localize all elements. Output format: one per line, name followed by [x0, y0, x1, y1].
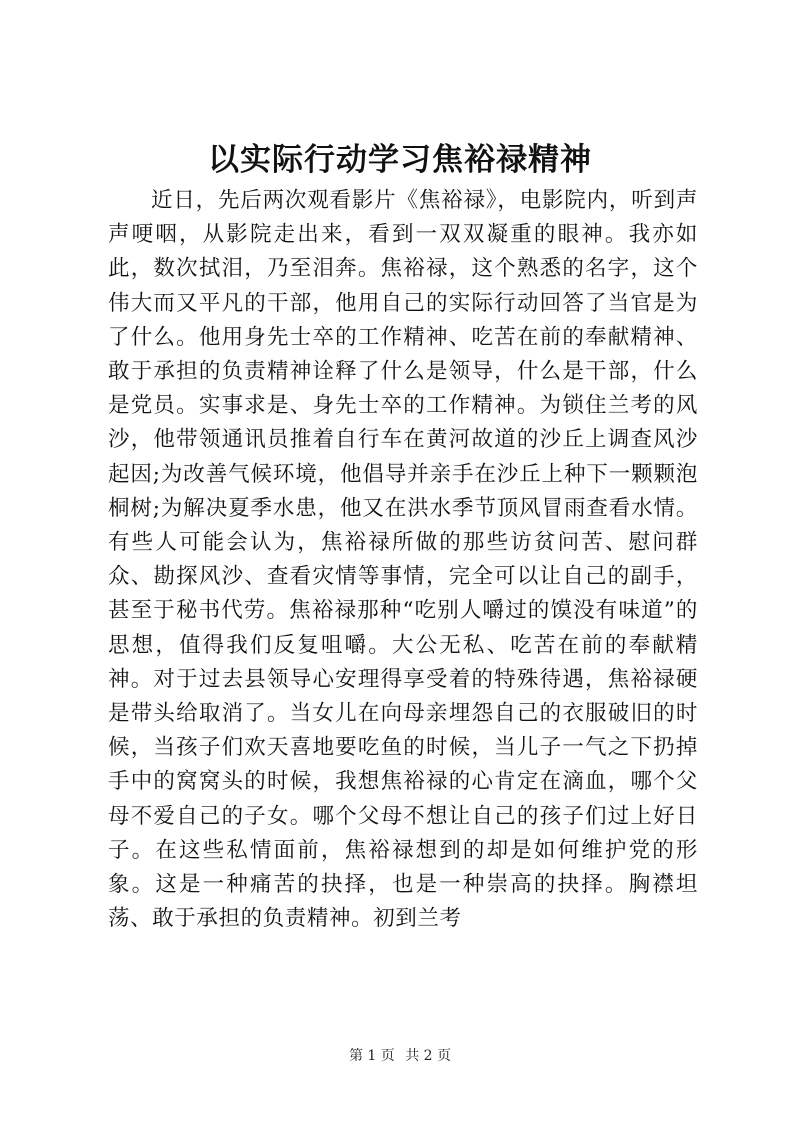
page-footer — [0, 1046, 800, 1066]
body-paragraph: 近日，先后两次观看影片《焦裕禄》，电影院内，听到声声哽咽，从影院走出来，看到一双双凝重的眼神。我亦如此，数次拭泪，乃至泪奔。焦裕禄，这个熟悉的名字，这个伟大而又平凡的干部，他用自己的实际行动回答了当官是为了什么。他用身先士卒的工作精神、吃苦在前的奉献精神、敢于承担的负责精神诠释了什么是领导，什么是干部，什么是党员。实事求是、身先士卒的工作精神。为锁住兰考的风沙，他带领通讯员推着自行车在黄河故道的沙丘上调查风沙起因;为改善气候环境，他倡导并亲手在沙丘上种下一颗颗泡桐树;为解决夏季水患，他又在洪水季节顶风冒雨查看水情。有些人可能会认为，焦裕禄所做的那些访贫问苦、慰问群众、勘探风沙、查看灾情等事情，完全可以让自己的副手，甚至于秘书代劳。焦裕禄那种“吃别人嚼过的馍没有味道”的思想，值得我们反复咀嚼。大公无私、吃苦在前的奉献精神。对于过去县领导心安理得享受着的特殊待遇，焦裕禄硬是带头给取消了。当女儿在向母亲埋怨自己的衣服破旧的时候，当孩子们欢天喜地要吃鱼的时候，当儿子一气之下扔掉手中的窝窝头的时候，我想焦裕禄的心肯定在滴血，哪个父母不爱自己的子女。哪个父母不想让自己的孩子们过上好日子。在这些私情面前，焦裕禄想到的却是如何维护党的形象。这是一种痛苦的抉择，也是一种崇高的抉择。胸襟坦荡、敢于承担的负责精神。初到兰考 — [108, 188, 698, 932]
document-title: 以实际行动学习焦裕禄精神 — [208, 142, 592, 178]
page-number: 第 1 页 — [348, 1048, 395, 1064]
page-total: 共 2 页 — [405, 1048, 452, 1064]
